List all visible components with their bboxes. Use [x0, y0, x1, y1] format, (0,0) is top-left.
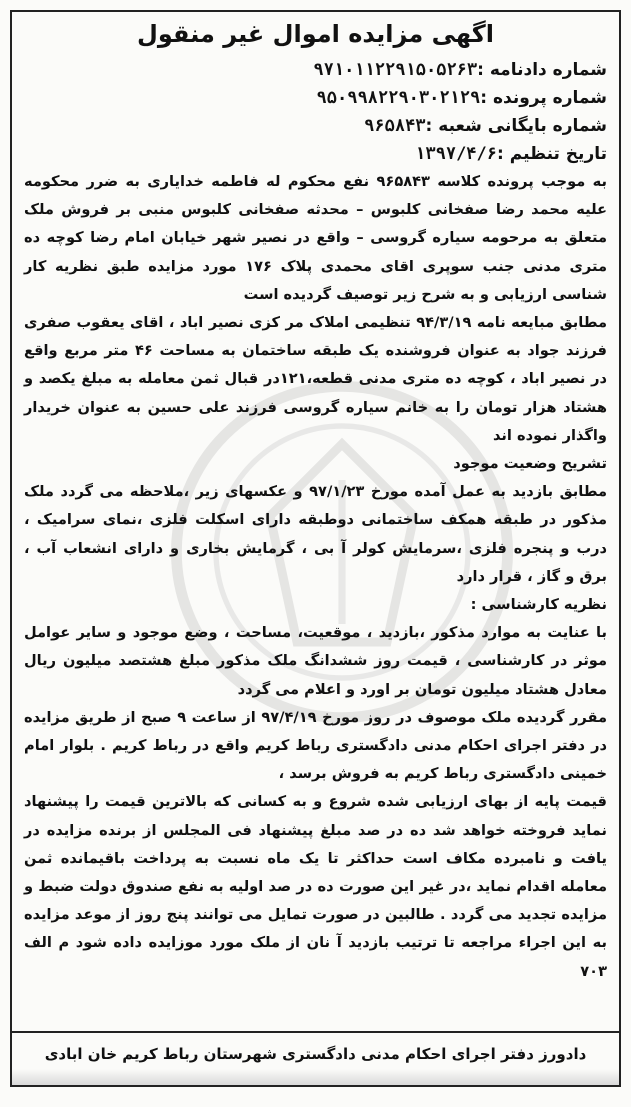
signature: دادورز دفتر اجرای احکام مدنی دادگستری شهرستان رباط کریم خان ابادی: [44, 1045, 587, 1063]
paragraph-terms: قیمت پایه از بهای ارزیابی شده شروع و به کسانی که بالاترین قیمت را پیشنهاد نماید فروخته خواهد شد ده در صد مبلغ پیشنهاد فی المجلس از برنده مزایده در یافت و نامبرده مکاف است حداکثر تا یک ماه نسبت به پرداخت باقیمانده ثمن معامله اقدام نماید ،در غیر این صورت ده در صد اولیه به نفع صندوق دولت ضبط و مزایده تجدید می گردد . طالبین در صورت تمایل می توانند پنج روز از موعد مزایده به این اجراء مراجعه تا ترتیب بازدید آ نان از ملک مورد موزایده داده شود م الف ۷۰۳: [24, 793, 607, 980]
notice-body: [24, 168, 607, 986]
heading-current-status: تشریح وضعیت موجود: [453, 455, 607, 473]
notice-page: [10, 10, 621, 1087]
paragraph-opinion: با عنایت به موارد مذکور ،بازدید ، موقعیت، مساحت ، وضع موجود و سایر عوامل موثر در کارشناسی ، قیمت روز ششدانگ ملک مذکور مبلغ هشتصد میلیون ریال معادل هشتاد میلیون تومان بر اورد و اعلام می گردد: [24, 624, 607, 698]
paragraph-auction-date: مقرر گردیده ملک موصوف در روز مورخ ۹۷/۴/۱۹ از ساعت ۹ صبح از طریق مزایده در دفتر اجرای احکام مدنی دادگستری رباط کریم واقع در رباط کریم . بلوار امام خمینی دادگستری رباط کریم به فروش برسد ،: [24, 708, 608, 783]
issue-date: [24, 140, 607, 168]
notice-title: اگهی مزایده اموال غیر منقول: [137, 20, 494, 48]
file-label: شماره پرونده :: [480, 88, 607, 108]
file-value: ۹۵۰۹۹۸۲۲۹۰۳۰۲۱۲۹: [316, 88, 481, 108]
case-file-value: ۹۷۱۰۱۱۲۲۹۱۵۰۵۲۶۳: [313, 60, 478, 80]
case-file-number: [24, 56, 607, 84]
archive-label: شماره بایگانی شعبه :: [425, 116, 607, 136]
file-number: [24, 84, 607, 112]
notice-meta: [24, 56, 607, 168]
bottom-strip: [12, 1069, 619, 1085]
archive-value: ۹۶۵۸۴۳: [364, 116, 426, 136]
date-value: ۱۳۹۷/۴/۶: [415, 144, 498, 164]
paragraph-contract: مطابق مبایعه نامه ۹۴/۳/۱۹ تنظیمی املاک مر کزی نصیر اباد ، اقای یعقوب صفری فرزند جواد به عنوان فروشنده یک طبقه ساختمان به مساحت ۴۶ متر مربع واقع در نصیر اباد ، کوچه ده متری مدنی قطعه،۱۲۱در قبال ثمن معامله به مبلغ یکصد و هشتاد هزار تومان را به خانم سیاره گروسی فرزند علی حسین به عنوان خریدار واگذار نموده اند: [24, 314, 607, 444]
footer-divider: [12, 1031, 619, 1033]
paragraph-status: مطابق بازدید به عمل آمده مورخ ۹۷/۱/۲۳ و عکسهای زیر ،ملاحظه می گردد ملک مذکور در طبقه همکف ساختمانی دوطبقه دارای اسکلت فلزی ،نمای سرامیک ، درب و پنجره فلزی ،سرمایش کولر آ بی ، گرمایش بخاری و دارای انشعاب آب ، برق و گاز ، قرار دارد: [24, 483, 608, 585]
case-file-label: شماره دادنامه :: [477, 60, 607, 80]
paragraph-case: به موجب پرونده کلاسه ۹۶۵۸۴۳ نفع محکوم له فاطمه خدایاری به ضرر محکومه علیه محمد رضا صفخانی کلبوس – محدثه صفخانی کلبوس منبی بر فروش ملک متعلق به مرحومه سیاره گروسی – واقع در نصیر شهر خیابان امام رضا کوچه ده متری مدنی جنب سوپری اقای محمدی پلاک ۱۷۶ مورد مزایده طبق نظریه کار شناسی ارزیابی و به شرح زیر توصیف گردیده است: [24, 173, 607, 303]
date-label: تاریخ تنظیم :: [497, 144, 607, 164]
archive-number: [24, 112, 607, 140]
heading-expert-opinion: نظریه کارشناسی :: [470, 596, 607, 614]
